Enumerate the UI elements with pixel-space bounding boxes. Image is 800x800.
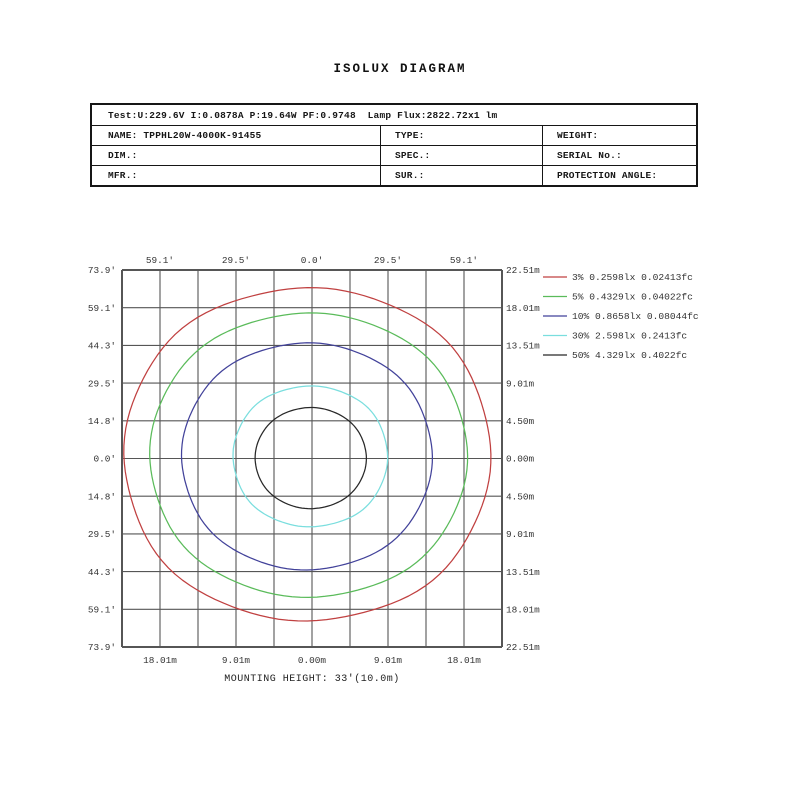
dim-cell: DIM.: <box>108 150 138 161</box>
type-cell: TYPE: <box>380 126 542 145</box>
axis-label-left: 73.9' <box>87 265 116 277</box>
name-cell: NAME: TPPHL20W-4000K-91455 <box>108 130 262 141</box>
contour-3-percent <box>124 288 491 621</box>
axis-label-bottom: 9.01m <box>221 655 251 666</box>
legend-label-10-percent: 10% 0.8658lx 0.08044fc <box>572 311 699 323</box>
axis-label-right: 22.51m <box>506 265 540 277</box>
sur-cell: SUR.: <box>380 166 542 185</box>
protection-angle-cell: PROTECTION ANGLE: <box>542 166 696 185</box>
contour-10-percent <box>182 343 433 570</box>
test-values-cell: Test:U:229.6V I:0.0878A P:19.64W PF:0.9748 Lamp Flux:2822.72x1 lm <box>108 109 498 121</box>
chart-caption: MOUNTING HEIGHT: 33'(10.0m) <box>224 674 400 685</box>
axis-label-bottom: 0.00m <box>297 655 327 666</box>
legend-label-5-percent: 5% 0.4329lx 0.04022fc <box>572 291 693 303</box>
axis-label-top: 59.1' <box>449 255 479 266</box>
axis-label-left: 29.5' <box>87 378 116 390</box>
axis-label-left: 44.3' <box>87 340 116 352</box>
axis-label-right: 13.51m <box>506 340 540 352</box>
axis-label-left: 59.1' <box>87 302 116 314</box>
axis-label-left: 44.3' <box>87 566 116 578</box>
axis-label-right: 9.01m <box>506 529 535 541</box>
axis-label-bottom: 18.01m <box>143 655 177 666</box>
axis-label-left: 0.0' <box>93 453 116 465</box>
axis-label-left: 73.9' <box>87 642 116 654</box>
axis-label-right: 22.51m <box>506 642 540 654</box>
axis-label-top: 29.5' <box>221 255 251 266</box>
axis-label-left: 14.8' <box>87 491 116 503</box>
axis-label-top: 0.0' <box>300 255 324 266</box>
axis-label-right: 13.51m <box>506 566 540 578</box>
axis-label-right: 18.01m <box>506 302 540 314</box>
legend-label-3-percent: 3% 0.2598lx 0.02413fc <box>572 272 693 284</box>
contour-5-percent <box>150 313 468 598</box>
page-title: ISOLUX DIAGRAM <box>333 62 467 76</box>
axis-label-right: 18.01m <box>506 604 540 616</box>
axis-label-top: 59.1' <box>145 255 175 266</box>
axis-label-right: 9.01m <box>506 378 535 390</box>
serial-cell: SERIAL No.: <box>542 146 696 165</box>
spec-cell: SPEC.: <box>380 146 542 165</box>
weight-cell: WEIGHT: <box>542 126 696 145</box>
axis-label-bottom: 18.01m <box>447 655 481 666</box>
axis-label-right: 4.50m <box>506 416 535 427</box>
axis-label-bottom: 9.01m <box>373 655 403 666</box>
mfr-cell: MFR.: <box>108 170 138 181</box>
axis-label-top: 29.5' <box>373 255 403 266</box>
axis-label-right: 4.50m <box>506 491 535 503</box>
axis-label-left: 29.5' <box>87 529 116 541</box>
legend-label-30-percent: 30% 2.598lx 0.2413fc <box>572 330 688 342</box>
axis-label-left: 14.8' <box>87 416 116 427</box>
legend-label-50-percent: 50% 4.329lx 0.4022fc <box>572 350 688 362</box>
axis-label-left: 59.1' <box>87 604 116 616</box>
axis-label-right: 0.00m <box>506 453 535 465</box>
